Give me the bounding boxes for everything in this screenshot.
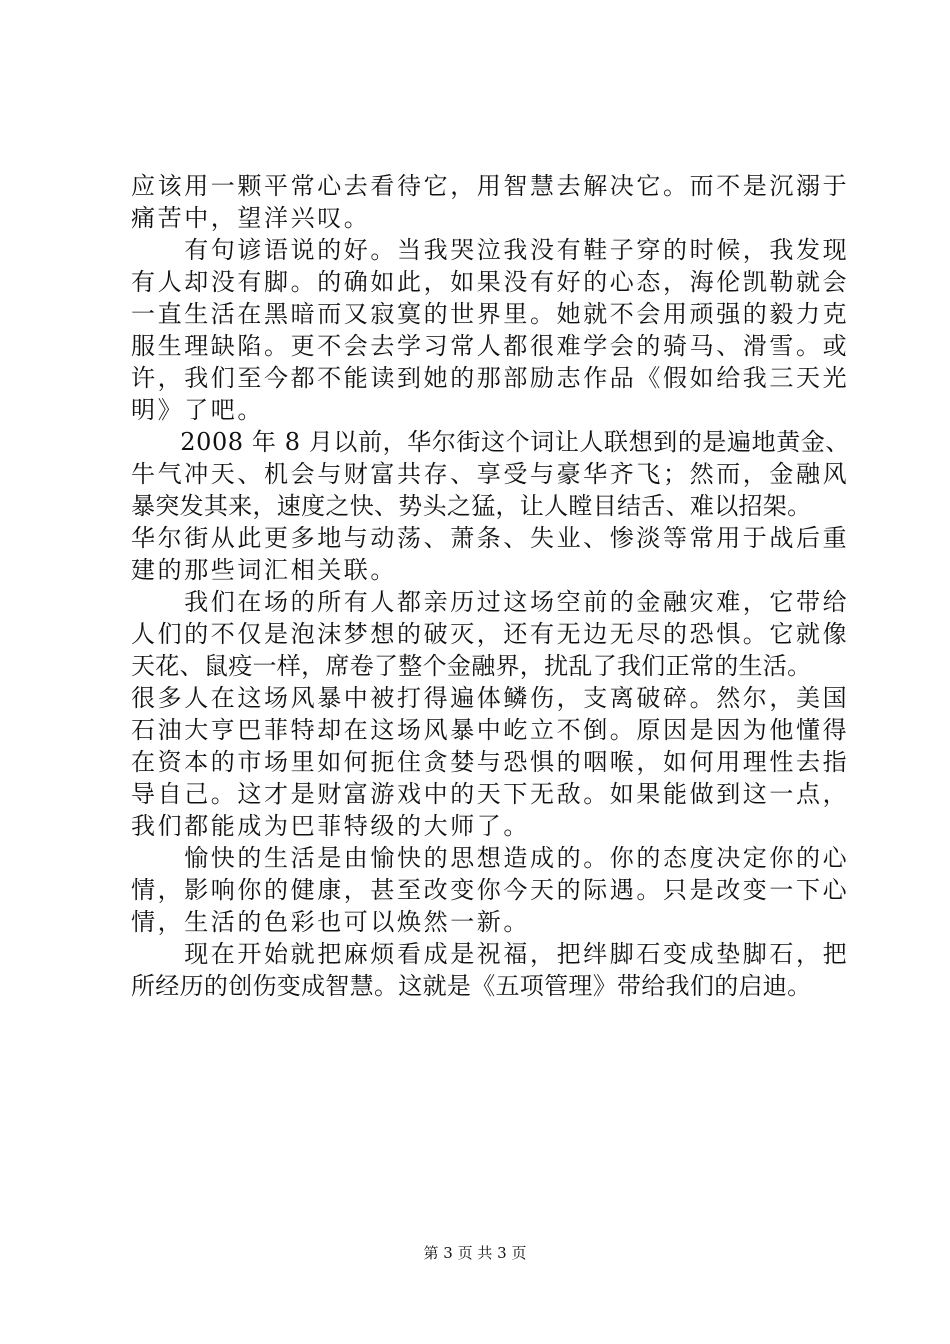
text-line: 我们在场的所有人都亲历过这场空前的金融灾难，它带给 (131, 588, 850, 616)
text-line: 在资本的市场里如何扼住贪婪与恐惧的咽喉，如何用理性去指 (131, 748, 850, 776)
text-line: 建的那些词汇相关联。 (131, 556, 397, 584)
text-line: 愉快的生活是由愉快的思想造成的。你的态度决定你的心 (131, 844, 850, 872)
page-number: 第 3 页 共 3 页 (423, 1244, 527, 1262)
text-line: 人们的不仅是泡沫梦想的破灭，还有无边无尽的恐惧。它就像 (131, 620, 850, 648)
text-line: 痛苦中，望洋兴叹。 (131, 204, 371, 232)
text-line: 很多人在这场风暴中被打得遍体鳞伤，支离破碎。然尔，美国 (131, 684, 850, 712)
text-line: 一直生活在黑暗而又寂寞的世界里。她就不会用顽强的毅力克 (131, 300, 850, 328)
text-line: 情，生活的色彩也可以焕然一新。 (131, 908, 530, 936)
text-line: 服生理缺陷。更不会去学习常人都很难学会的骑马、滑雪。或 (131, 332, 850, 360)
text-line: 我们都能成为巴菲特级的大师了。 (131, 812, 530, 840)
text-line: 明》了吧。 (131, 396, 264, 424)
text-line: 有人却没有脚。的确如此，如果没有好的心态，海伦凯勒就会 (131, 268, 850, 296)
text-line: 天花、鼠疫一样，席卷了整个金融界，扰乱了我们正常的生活。 (131, 652, 812, 680)
text-line: 有句谚语说的好。当我哭泣我没有鞋子穿的时候，我发现 (131, 236, 850, 264)
text-line: 所经历的创伤变成智慧。这就是《五项管理》带给我们的启迪。 (131, 972, 812, 1000)
text-line: 华尔街从此更多地与动荡、萧条、失业、惨淡等常用于战后重 (131, 524, 850, 552)
text-line: 许，我们至今都不能读到她的那部励志作品《假如给我三天光 (131, 364, 850, 392)
text-line: 牛气冲天、机会与财富共存、享受与豪华齐飞；然而，金融风 (131, 460, 850, 488)
text-line: 石油大亨巴菲特却在这场风暴中屹立不倒。原因是因为他懂得 (131, 716, 850, 744)
text-line: 应该用一颗平常心去看待它，用智慧去解决它。而不是沉溺于 (131, 172, 850, 200)
document-body (131, 170, 851, 1002)
text-line: 现在开始就把麻烦看成是祝福，把绊脚石变成垫脚石，把 (131, 940, 850, 968)
text-line: 情，影响你的健康，甚至改变你今天的际遇。只是改变一下心 (131, 876, 850, 904)
page-footer (0, 1243, 950, 1263)
text-line: 2008 年 8 月以前，华尔街这个词让人联想到的是遍地黄金、 (131, 428, 851, 456)
text-line: 导自己。这才是财富游戏中的天下无敌。如果能做到这一点， (131, 780, 850, 808)
text-line: 暴突发其来，速度之快、势头之猛，让人瞠目结舌、难以招架。 (131, 492, 812, 520)
